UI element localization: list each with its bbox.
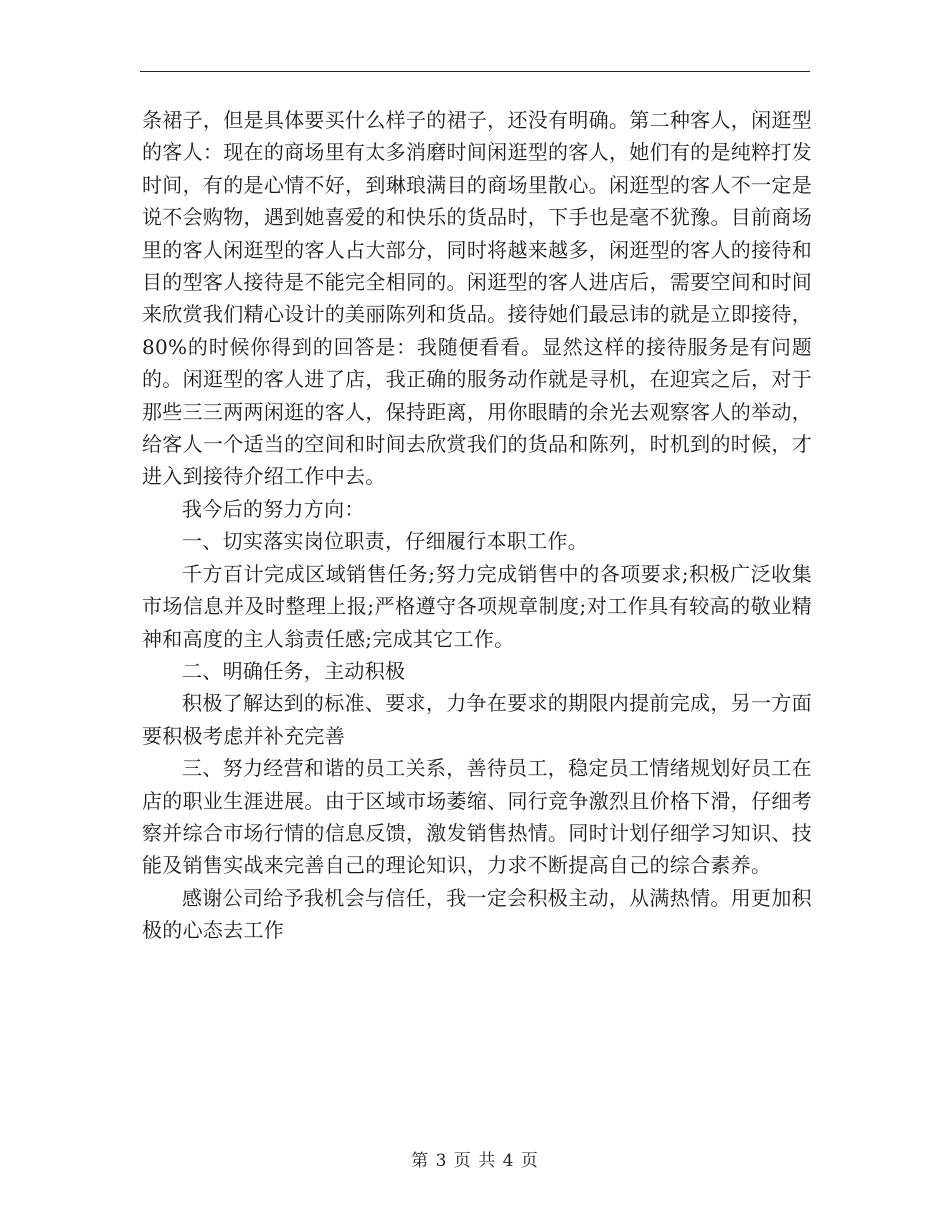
header-rule	[140, 71, 810, 72]
body-text	[142, 104, 812, 947]
paragraph-4: 千方百计完成区域销售任务;努力完成销售中的各项要求;积极广泛收集市场信息并及时整理上报;严格遵守各项规章制度;对工作具有较高的敬业精神和高度的主人翁责任感;完成其它工作。	[142, 561, 812, 651]
paragraph-1: 条裙子，但是具体要买什么样子的裙子，还没有明确。第二种客人，闲逛型的客人：现在的商场里有太多消磨时间闲逛型的客人，她们有的是纯粹打发时间，有的是心情不好，到琳琅满目的商场里散心。闲逛型的客人不一定是说不会购物，遇到她喜爱的和快乐的货品时，下手也是毫不犹豫。目前商场里的客人闲逛型的客人占大部分，同时将越来越多，闲逛型的客人的接待和目的型客人接待是不能完全相同的。闲逛型的客人进店后，需要空间和时间来欣赏我们精心设计的美丽陈列和货品。接待她们最忌讳的就是立即接待，80%的时候你得到的回答是：我随便看看。显然这样的接待服务是有问题的。闲逛型的客人进了店，我正确的服务动作就是寻机，在迎宾之后，对于那些三三两两闲逛的客人，保持距离，用你眼睛的余光去观察客人的举动，给客人一个适当的空间和时间去欣赏我们的货品和陈列，时机到的时候，才进入到接待介绍工作中去。	[142, 108, 812, 489]
paragraph-8: 感谢公司给予我机会与信任，我一定会积极主动，从满热情。用更加积极的心态去工作	[142, 885, 812, 943]
paragraph-2: 我今后的努力方向：	[182, 496, 365, 521]
paragraph-3: 一、切实落实岗位职责，仔细履行本职工作。	[182, 529, 588, 554]
page-number: 第 3 页 共 4 页	[411, 1151, 539, 1171]
paragraph-7: 三、努力经营和谐的员工关系，善待员工，稳定员工情绪规划好员工在店的职业生涯进展。由于区域市场萎缩、同行竞争激烈且价格下滑，仔细考察并综合市场行情的信息反馈，激发销售热情。同时计划仔细学习知识、技能及销售实战来完善自己的理论知识，力求不断提高自己的综合素养。	[142, 756, 812, 878]
paragraph-6: 积极了解达到的标准、要求，力争在要求的期限内提前完成，另一方面要积极考虑并补充完善	[142, 691, 812, 748]
paragraph-5: 二、明确任务，主动积极	[182, 658, 406, 683]
